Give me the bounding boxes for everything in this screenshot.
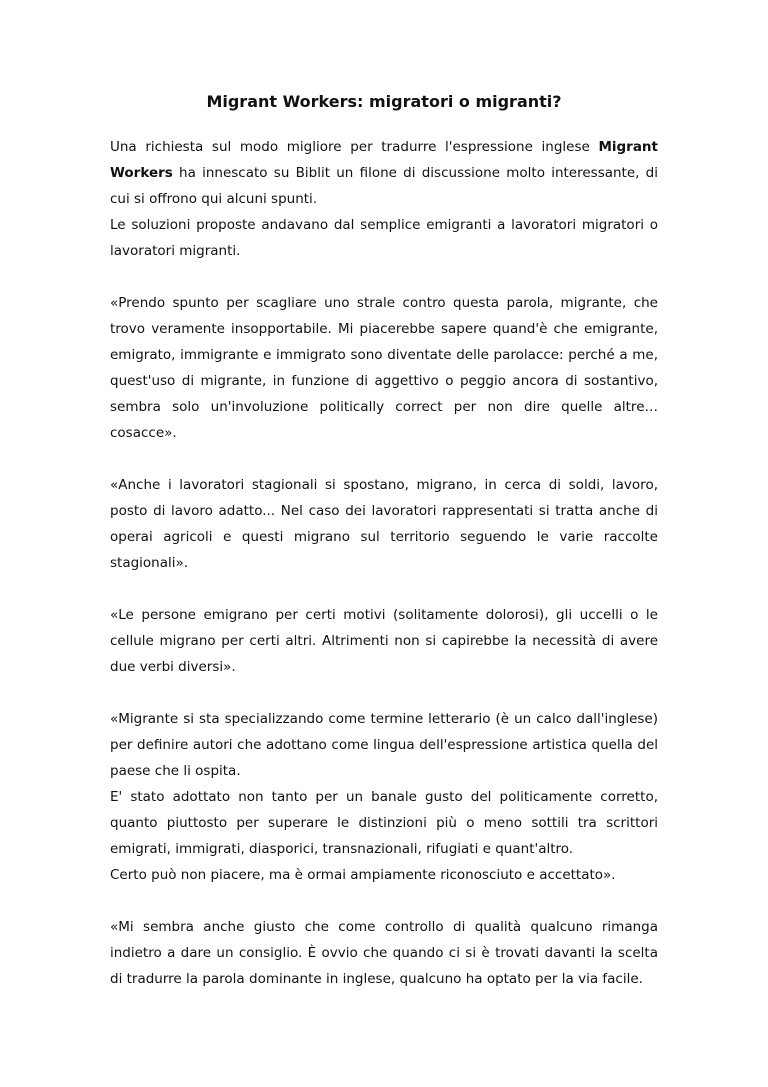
document-title: Migrant Workers: migratori o migranti?: [206, 92, 562, 111]
paragraph-gap: [110, 576, 658, 602]
quote-paragraph-4-line-3: Certo può non piacere, ma è ormai ampiamente riconosciuto e accettato».: [110, 867, 616, 883]
intro-bold-term: Migrant Workers: [110, 139, 658, 181]
quote-paragraph-4-line-2: E' stato adottato non tanto per un banale gusto del politicamente corretto, quanto piuttosto per superare le distinzioni più o meno sottili tra scrittori emigrati, immigrati, diasporici, transnazionali, rifugiati e quant'altro.: [110, 789, 658, 857]
intro-paragraph: [110, 134, 658, 212]
quote-paragraph-5: «Mi sembra anche giusto che come controllo di qualità qualcuno rimanga indietro a dare un consiglio. È ovvio che quando ci si è trovati davanti la scelta di tradurre la parola dominante in inglese, qualcuno ha optato per la via facile.: [110, 919, 658, 987]
intro-text-end: ha innescato su Biblit un filone di discussione molto interessante, di cui si offrono qui alcuni spunti.: [110, 165, 658, 207]
quote-paragraph-2: «Anche i lavoratori stagionali si spostano, migrano, in cerca di soldi, lavoro, posto di lavoro adatto... Nel caso dei lavoratori rappresentati si tratta anche di operai agricoli e questi migrano sul territorio seguendo le varie raccolte stagionali».: [110, 477, 658, 571]
paragraph-gap: [110, 446, 658, 472]
paragraph-gap: [110, 680, 658, 706]
paragraph-gap: [110, 264, 658, 290]
intro-text-start: Una richiesta sul modo migliore per tradurre l'espressione inglese: [110, 139, 599, 155]
quote-paragraph-4-line-1: «Migrante si sta specializzando come termine letterario (è un calco dall'inglese) per definire autori che adottano come lingua dell'espressione artistica quella del paese che li ospita.: [110, 711, 658, 779]
paragraph-gap: [110, 888, 658, 914]
intro-solutions-paragraph: Le soluzioni proposte andavano dal semplice emigranti a lavoratori migratori o lavoratori migranti.: [110, 217, 658, 259]
document-body: [110, 134, 658, 992]
quote-paragraph-1: «Prendo spunto per scagliare uno strale contro questa parola, migrante, che trovo veramente insopportabile. Mi piacerebbe sapere quand'è che emigrante, emigrato, immigrante e immigrato sono diventate delle parolacce: perché a me, quest'uso di migrante, in funzione di aggettivo o peggio ancora di sostantivo, sembra solo un'involuzione politically correct per non dire quelle altre… cosacce».: [110, 295, 658, 441]
quote-paragraph-3: «Le persone emigrano per certi motivi (solitamente dolorosi), gli uccelli o le cellule migrano per certi altri. Altrimenti non si capirebbe la necessità di avere due verbi diversi».: [110, 607, 658, 675]
